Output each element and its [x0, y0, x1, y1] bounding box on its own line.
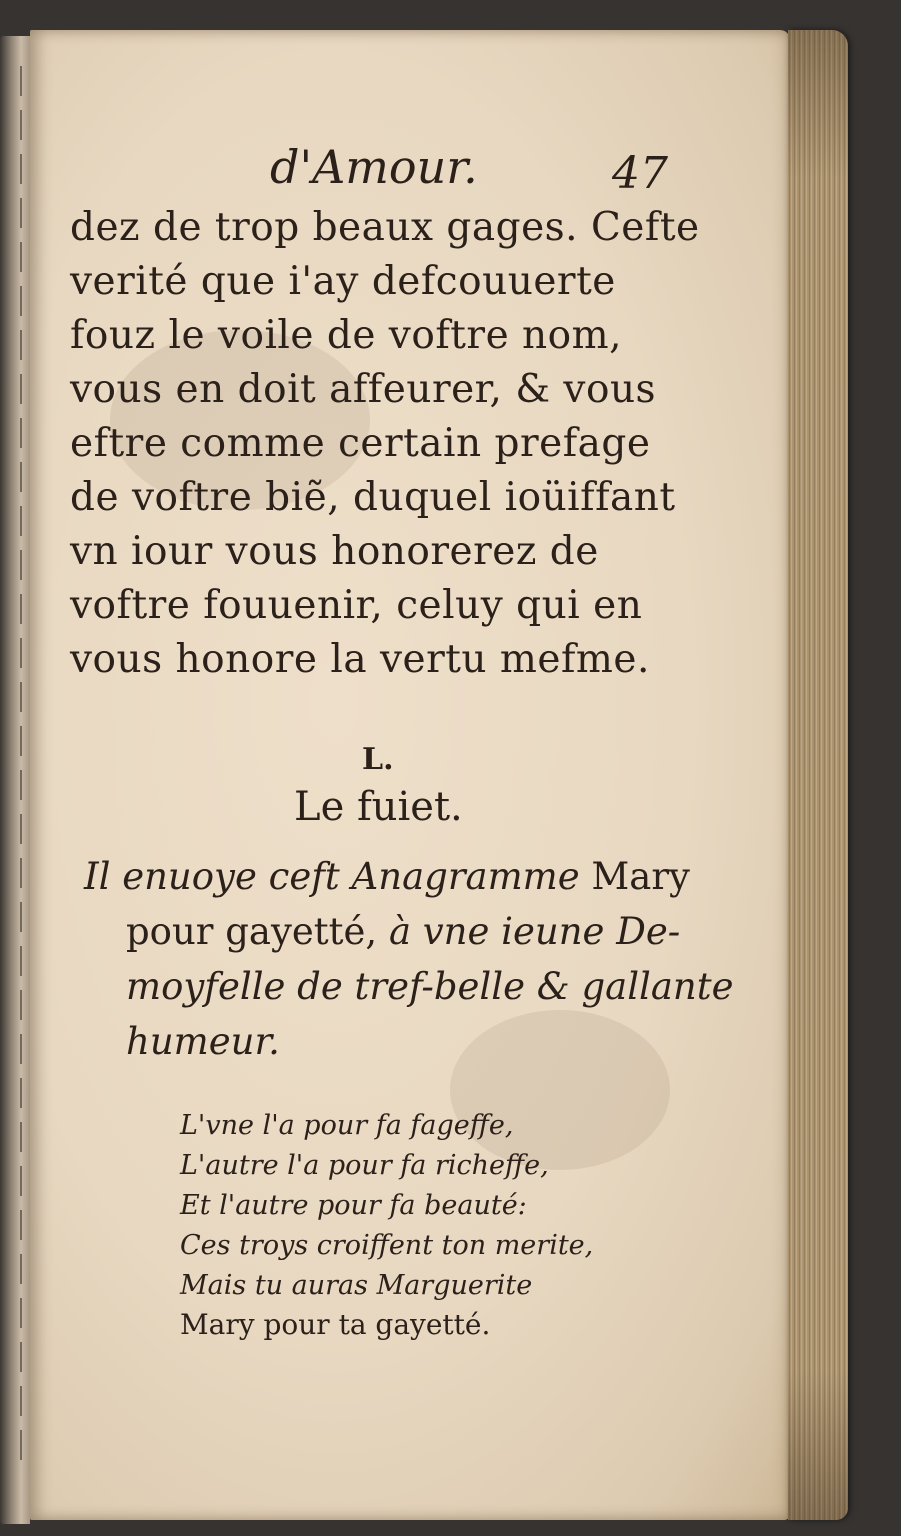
body-line: vous honore la vertu mefme. — [70, 637, 650, 682]
subject-line — [126, 910, 680, 953]
poem-line: L'autre l'a pour fa richeffe, — [180, 1150, 549, 1181]
paper-stain — [450, 1010, 670, 1170]
body-line: verité que i'ay defcouuerte — [70, 259, 616, 304]
subject-line: humeur. — [126, 1020, 280, 1063]
subject-italic: Il enuoye ceft Anagramme — [84, 855, 592, 898]
body-line: fouz le voile de voftre nom, — [70, 313, 623, 358]
section-number: L. — [362, 742, 394, 777]
poem-line: Ces troys croiffent ton merite, — [180, 1230, 594, 1261]
fore-edge — [788, 30, 848, 1520]
subject-italic: à vne ieune De- — [388, 910, 681, 953]
subject-roman: Mary — [591, 855, 690, 898]
body-line: voftre fouuenir, celuy qui en — [70, 583, 643, 628]
section-title: Le fuiet. — [294, 784, 463, 830]
poem-line: L'vne l'a pour fa fageffe, — [180, 1110, 514, 1141]
body-line: dez de trop beaux gages. Cefte — [70, 205, 700, 250]
body-line: vn iour vous honorerez de — [70, 529, 599, 574]
poem-line: Mais tu auras Marguerite — [180, 1270, 533, 1301]
poem-line: Mary pour ta gayetté. — [180, 1308, 491, 1341]
left-page-edge — [0, 36, 30, 1524]
subject-roman: pour gayetté, — [126, 910, 389, 953]
poem-line: Et l'autre pour fa beauté: — [180, 1190, 527, 1221]
page-number: 47 — [612, 148, 668, 199]
subject-line — [84, 855, 690, 898]
body-line: de voftre biẽ, duquel ioüiffant — [70, 475, 676, 520]
body-line: eftre comme certain prefage — [70, 421, 651, 466]
subject-line: moyfelle de tref-belle & gallante — [126, 965, 734, 1008]
running-header: d'Amour. — [270, 140, 478, 194]
body-line: vous en doit affeurer, & vous — [70, 367, 657, 412]
